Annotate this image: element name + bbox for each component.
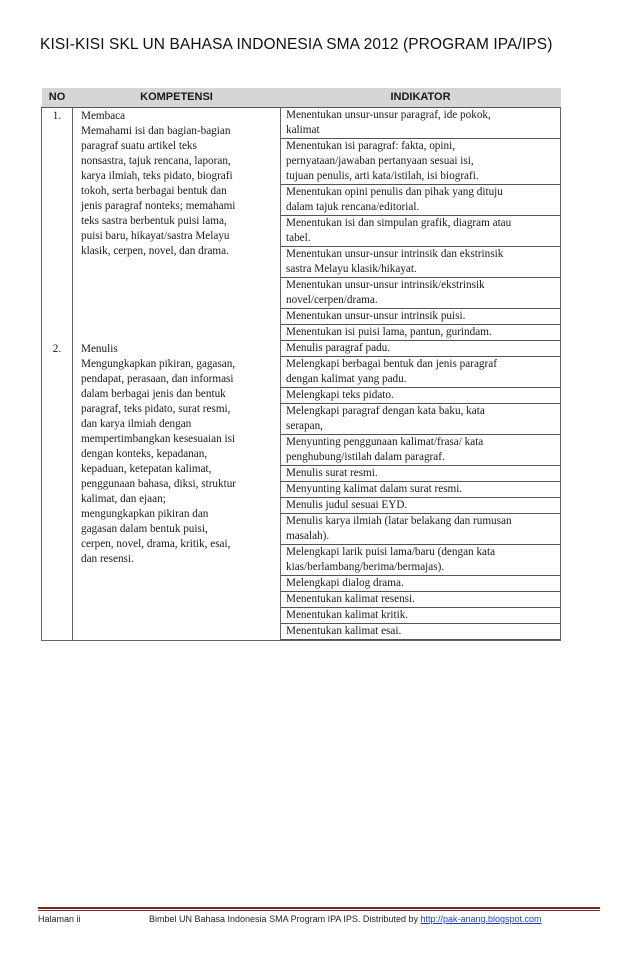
indikator-item: Melengkapi dialog drama. — [281, 576, 560, 592]
kompetensi-cell — [73, 341, 281, 641]
indikator-item: Menentukan isi paragraf: fakta, opini, pernyataan/jawaban pertanyaan sesuai isi, tujuan penulis, arti kata/istilah, isi biografi. — [281, 139, 560, 185]
indikator-item: Menentukan kalimat kritik. — [281, 608, 560, 624]
indikator-item: Menulis surat resmi. — [281, 466, 560, 482]
indikator-cell — [281, 107, 561, 341]
indikator-item: Menentukan unsur-unsur intrinsik puisi. — [281, 309, 560, 325]
table-row-membaca — [42, 107, 561, 341]
indikator-item: Menentukan kalimat resensi. — [281, 592, 560, 608]
kompetensi-description: Mengungkapkan pikiran, gagasan, pendapat, perasaan, dan informasi dalam berbagai jenis dan bentuk paragraf, teks pidato, surat resmi, dan karya ilmiah dengan mempertimbangkan kesesuaian isi dengan konteks, kepadanan, kepaduan, ketepatan kalimat, penggunaan bahasa, diksi, struktur kalimat, dan ejaan; mengungkapkan pikiran dan gagasan dalam bentuk puisi, cerpen, novel, drama, kritik, esai, dan resensi. — [81, 357, 237, 565]
indikator-item: Menyunting kalimat dalam surat resmi. — [281, 482, 560, 498]
row-number: 2. — [42, 341, 73, 641]
skl-table — [41, 88, 561, 641]
kompetensi-title: Menulis — [81, 342, 118, 355]
indikator-cell — [281, 341, 561, 641]
indikator-item: Menulis judul sesuai EYD. — [281, 498, 560, 514]
document-title: KISI-KISI SKL UN BAHASA INDONESIA SMA 2012 (PROGRAM IPA/IPS) — [40, 36, 553, 53]
indikator-item: Melengkapi larik puisi lama/baru (dengan kata kias/berlambang/berima/bermajas). — [281, 545, 560, 576]
footer-credit — [149, 914, 542, 924]
blog-link[interactable]: http://pak-anang.blogspot.com — [420, 914, 542, 924]
indikator-item: Menentukan opini penulis dan pihak yang dituju dalam tajuk rencana/editorial. — [281, 185, 560, 216]
indikator-item: Menentukan isi puisi lama, pantun, gurindam. — [281, 325, 560, 341]
kompetensi-description: Memahami isi dan bagian-bagian paragraf suatu artikel teks nonsastra, tajuk rencana, laporan, karya ilmiah, teks pidato, biografi tokoh, serta berbagai bentuk dan jenis paragraf nonteks; memahami teks sastra berbentuk puisi lama, puisi baru, hikayat/sastra Melayu klasik, cerpen, novel, dan drama. — [81, 124, 236, 257]
indikator-item: Menentukan unsur-unsur intrinsik dan ekstrinsik sastra Melayu klasik/hikayat. — [281, 247, 560, 278]
kompetensi-title: Membaca — [81, 109, 126, 122]
indikator-item: Menentukan unsur-unsur intrinsik/ekstrinsik novel/cerpen/drama. — [281, 278, 560, 309]
indikator-item: Menentukan isi dan simpulan grafik, diagram atau tabel. — [281, 216, 560, 247]
row-number: 1. — [42, 107, 73, 341]
indikator-item: Menentukan unsur-unsur paragraf, ide pokok, kalimat — [281, 108, 560, 139]
footer-rule-thick — [38, 907, 600, 909]
header-kompetensi: KOMPETENSI — [73, 88, 281, 107]
indikator-item: Menulis paragraf padu. — [281, 341, 560, 357]
table-row-menulis — [42, 341, 561, 641]
indikator-item: Melengkapi berbagai bentuk dan jenis paragraf dengan kalimat yang padu. — [281, 357, 560, 388]
indikator-item: Menentukan kalimat esai. — [281, 624, 560, 640]
indikator-item: Menulis karya ilmiah (latar belakang dan rumusan masalah). — [281, 514, 560, 545]
indikator-item: Melengkapi teks pidato. — [281, 388, 560, 404]
header-no: NO — [42, 88, 73, 107]
footer-rule-thin — [38, 910, 600, 911]
footer-credit-text: Bimbel UN Bahasa Indonesia SMA Program IPA IPS. Distributed by — [149, 914, 421, 924]
indikator-item: Melengkapi paragraf dengan kata baku, kata serapan, — [281, 404, 560, 435]
page-number: Halaman ii — [38, 914, 81, 924]
kompetensi-cell — [73, 107, 281, 341]
indikator-item: Menyunting penggunaan kalimat/frasa/ kata penghubung/istilah dalam paragraf. — [281, 435, 560, 466]
table-header-row — [42, 88, 561, 107]
header-indikator: INDIKATOR — [281, 88, 561, 107]
